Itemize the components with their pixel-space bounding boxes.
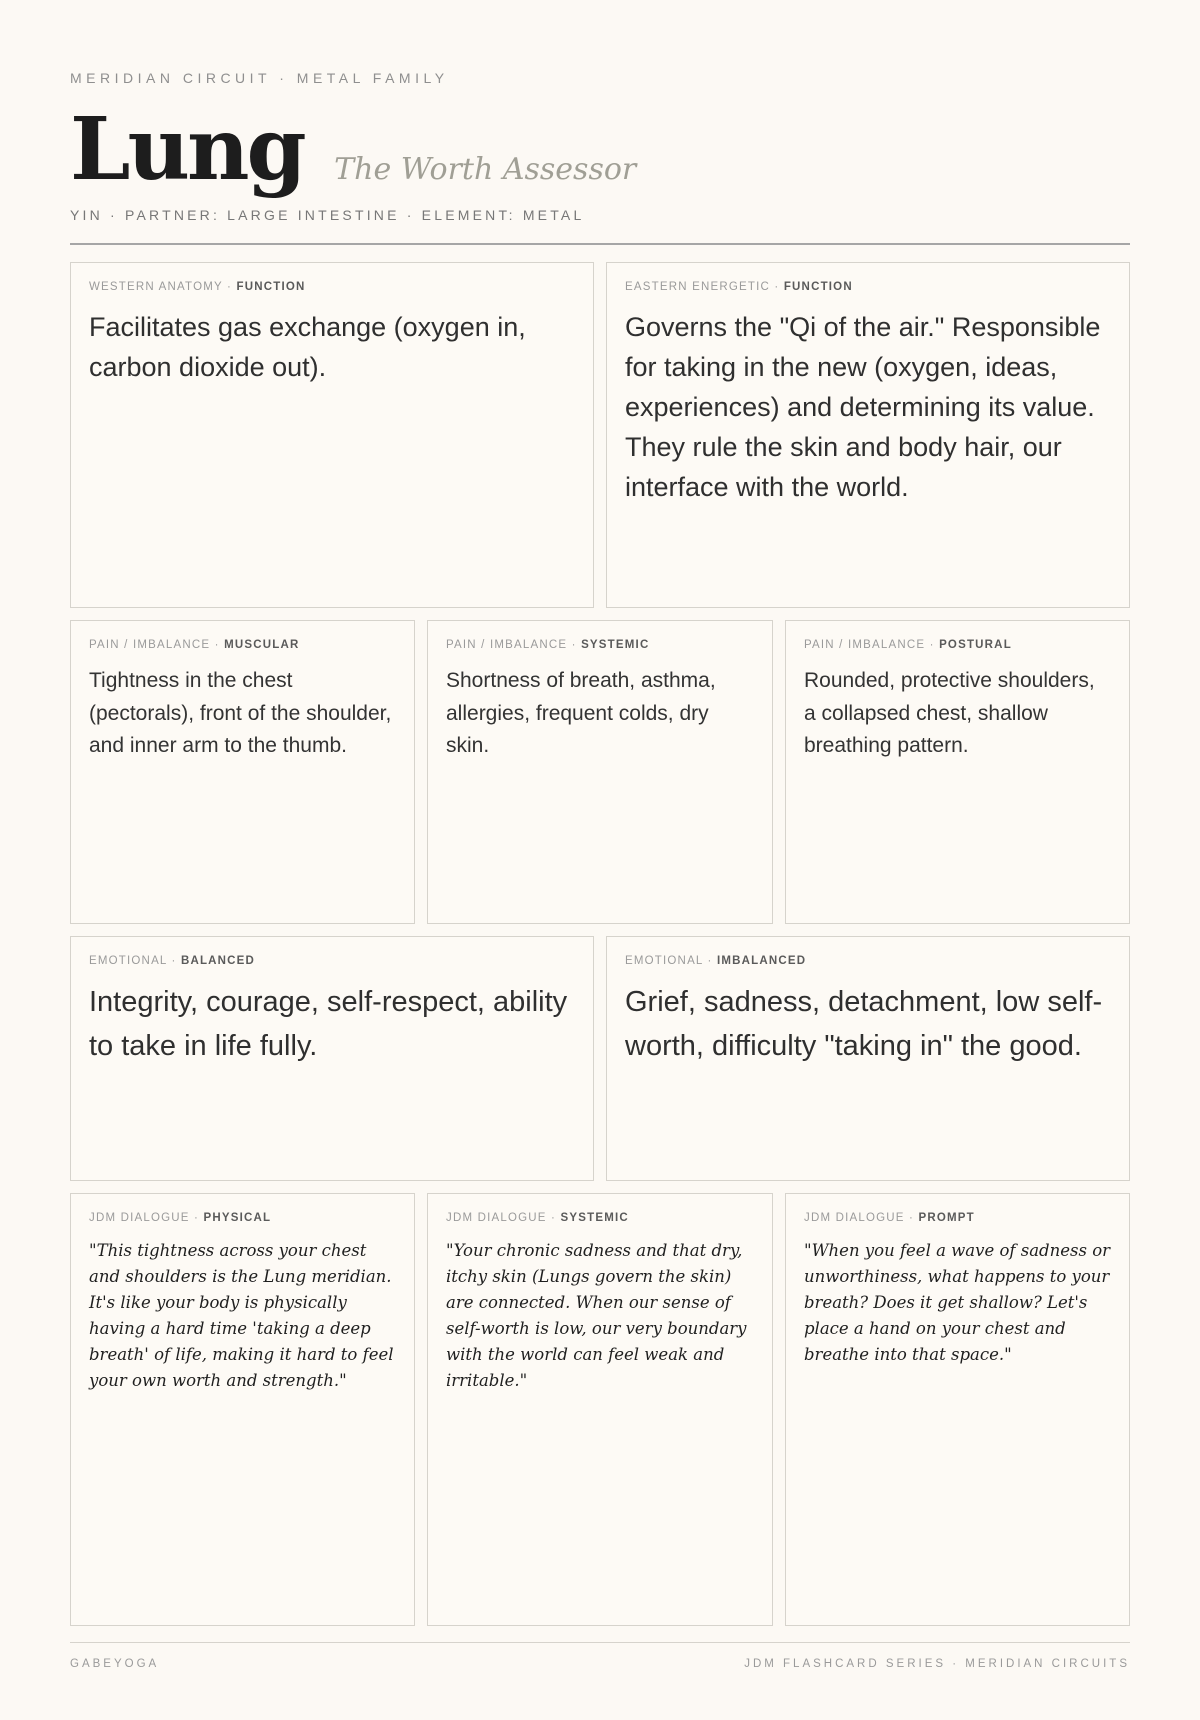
label-category: JDM DIALOGUE · (89, 1212, 204, 1224)
label-category: PAIN / IMBALANCE · (89, 639, 225, 651)
label-type: SYSTEMIC (560, 1212, 629, 1224)
card-western-anatomy (70, 262, 594, 608)
card-text: Rounded, protective shoulders, a collapsed chest, shallow breathing pattern. (804, 669, 1095, 757)
card-jdm-physical (70, 1193, 415, 1626)
card-jdm-prompt (785, 1193, 1130, 1626)
card-text: Governs the "Qi of the air." Responsible for taking in the new (oxygen, ideas, experiences) and determining its value. They rule the skin and body hair, our interface with the world. (625, 312, 1101, 502)
card-label (804, 1212, 1111, 1224)
card-text: "When you feel a wave of sadness or unworthiness, what happens to your breath? Does it get shallow? Let's place a hand on your chest and breathe into that space." (804, 1241, 1111, 1364)
card-label (625, 955, 1111, 967)
card-text: "Your chronic sadness and that dry, itchy skin (Lungs govern the skin) are connected. When our sense of self-worth is low, our very boundary with the world can feel weak and irritable." (446, 1241, 747, 1390)
card-label (89, 955, 575, 967)
card-pain-postural (785, 620, 1130, 924)
card-emotional-balanced (70, 936, 594, 1181)
page-title: Lung (70, 99, 304, 200)
card-text: Facilitates gas exchange (oxygen in, carbon dioxide out). (89, 312, 526, 382)
label-category: PAIN / IMBALANCE · (446, 639, 582, 651)
label-type: PROMPT (918, 1212, 975, 1224)
footer-brand: GABEYOGA (70, 1658, 160, 1670)
page-subtitle: The Worth Assessor (334, 152, 637, 187)
card-label (89, 281, 575, 293)
footer-divider (70, 1642, 1130, 1643)
title-row (70, 99, 637, 200)
label-category: JDM DIALOGUE · (804, 1212, 919, 1224)
label-category: EASTERN ENERGETIC · (625, 281, 784, 293)
label-type: POSTURAL (939, 639, 1012, 651)
card-pain-muscular (70, 620, 415, 924)
card-label (804, 639, 1111, 651)
card-pain-systemic (427, 620, 773, 924)
card-text: Grief, sadness, detachment, low self-worth, difficulty "taking in" the good. (625, 986, 1103, 1062)
label-type: BALANCED (180, 955, 256, 967)
card-text: Shortness of breath, asthma, allergies, frequent colds, dry skin. (446, 669, 716, 757)
card-label (89, 1212, 396, 1224)
card-label (446, 639, 754, 651)
label-type: FUNCTION (236, 281, 306, 293)
label-type: FUNCTION (783, 281, 853, 293)
label-category: EMOTIONAL · (625, 955, 717, 967)
label-type: MUSCULAR (224, 639, 300, 651)
eyebrow: MERIDIAN CIRCUIT · METAL FAMILY (70, 70, 449, 86)
label-category: WESTERN ANATOMY · (89, 281, 237, 293)
label-category: JDM DIALOGUE · (446, 1212, 561, 1224)
card-emotional-imbalanced (606, 936, 1130, 1181)
card-text: "This tightness across your chest and shoulders is the Lung meridian. It's like your body is physically having a hard time 'taking a deep breath' of life, making it hard to feel your own worth and strength." (89, 1241, 394, 1390)
card-label (446, 1212, 754, 1224)
card-label (625, 281, 1111, 293)
label-category: EMOTIONAL · (89, 955, 181, 967)
label-category: PAIN / IMBALANCE · (804, 639, 940, 651)
card-eastern-energetic (606, 262, 1130, 608)
card-label (89, 639, 396, 651)
footer-series: JDM FLASHCARD SERIES · MERIDIAN CIRCUITS (744, 1658, 1130, 1670)
header-divider (70, 243, 1130, 245)
meta-line: YIN · PARTNER: LARGE INTESTINE · ELEMENT: METAL (70, 207, 585, 223)
card-text: Integrity, courage, self-respect, ability to take in life fully. (89, 986, 568, 1062)
card-text: Tightness in the chest (pectorals), front of the shoulder, and inner arm to the thumb. (89, 669, 392, 757)
label-type: SYSTEMIC (581, 639, 650, 651)
label-type: PHYSICAL (203, 1212, 272, 1224)
card-jdm-systemic (427, 1193, 773, 1626)
label-type: IMBALANCED (716, 955, 807, 967)
flashcard-page (70, 0, 1130, 1720)
